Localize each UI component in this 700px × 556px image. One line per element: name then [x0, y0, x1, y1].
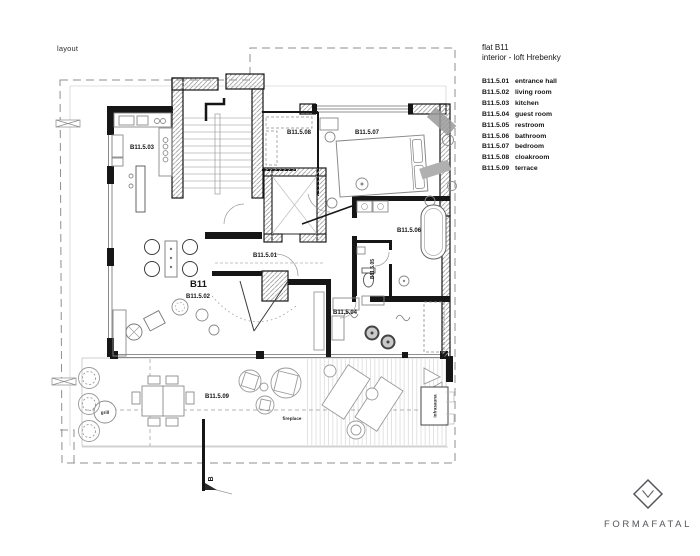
- brand-block: [600, 477, 696, 530]
- survey-marker-icon: [52, 120, 80, 385]
- legend-room-name: living room: [515, 88, 552, 96]
- terrace-area: [79, 356, 455, 494]
- bedroom-label: B11.5.07: [355, 130, 380, 136]
- legend-row: [482, 99, 682, 110]
- legend-room-code: B11.5.04: [482, 110, 510, 118]
- cloakroom-label: B11.5.08: [287, 130, 312, 136]
- legend-row: [482, 142, 682, 153]
- legend-subtitle: interior - loft Hrebenky: [482, 53, 561, 62]
- section-mark-label: B: [208, 476, 215, 482]
- legend-row: [482, 88, 682, 99]
- terrace-label: B11.5.09: [205, 394, 230, 400]
- grill-label: grill: [100, 410, 110, 415]
- legend-list: [482, 77, 682, 175]
- legend-room-name: entrance hall: [515, 78, 557, 85]
- legend-row: [482, 110, 682, 121]
- entrance-hall-label: B11.5.01: [253, 253, 278, 259]
- legend-room-code: B11.5.01: [482, 78, 510, 85]
- restroom-label: B11.5.05: [370, 258, 376, 280]
- legend-room-name: kitchen: [515, 99, 539, 107]
- legend-row: [482, 164, 682, 175]
- legend-room-name: restroom: [515, 121, 545, 129]
- bedroom-furniture: [320, 107, 457, 208]
- dining-set: [145, 240, 198, 278]
- living-room-label: B11.5.02: [186, 294, 211, 300]
- formafatal-diamond-icon: [631, 477, 665, 511]
- legend-row: [482, 121, 682, 132]
- brand-name: FORMAFATAL: [604, 519, 692, 530]
- legend-row: [482, 132, 682, 143]
- legend-room-code: B11.5.09: [482, 165, 510, 173]
- legend-room-name: cloakroom: [515, 154, 550, 162]
- flat-label: B11: [190, 279, 207, 290]
- legend-title: flat B11: [482, 43, 509, 52]
- guest-room-label: B11.5.04: [333, 310, 358, 316]
- legend-room-code: B11.5.07: [482, 143, 510, 151]
- section-line-B: [202, 419, 232, 494]
- infrasauna-label: infrasauna: [432, 394, 438, 418]
- living-room-furniture: [113, 281, 324, 356]
- legend-room-code: B11.5.08: [482, 154, 510, 162]
- legend-room-name: guest room: [515, 110, 553, 118]
- guest-room-furniture: [332, 296, 444, 352]
- outdoor-dining-table: [132, 376, 194, 426]
- legend: [482, 43, 682, 175]
- legend-room-name: bathroom: [515, 132, 547, 140]
- interior-walls: [212, 194, 450, 357]
- legend-room-code: B11.5.03: [482, 99, 510, 107]
- stair-core: [172, 74, 264, 239]
- layout-note: layout: [57, 44, 79, 53]
- legend-row: [482, 153, 682, 164]
- legend-room-code: B11.5.05: [482, 121, 510, 129]
- legend-row: [482, 77, 682, 88]
- legend-room-code: B11.5.02: [482, 88, 510, 96]
- elevator-core: [264, 168, 326, 242]
- kitchen-label: B11.5.03: [130, 145, 155, 151]
- legend-room-name: terrace: [515, 165, 538, 173]
- kitchen-furniture: [112, 113, 172, 212]
- legend-room-code: B11.5.06: [482, 132, 510, 140]
- fireplace-label: fireplace: [282, 416, 302, 421]
- bathroom-label: B11.5.06: [397, 228, 422, 234]
- legend-room-name: bedroom: [515, 143, 545, 151]
